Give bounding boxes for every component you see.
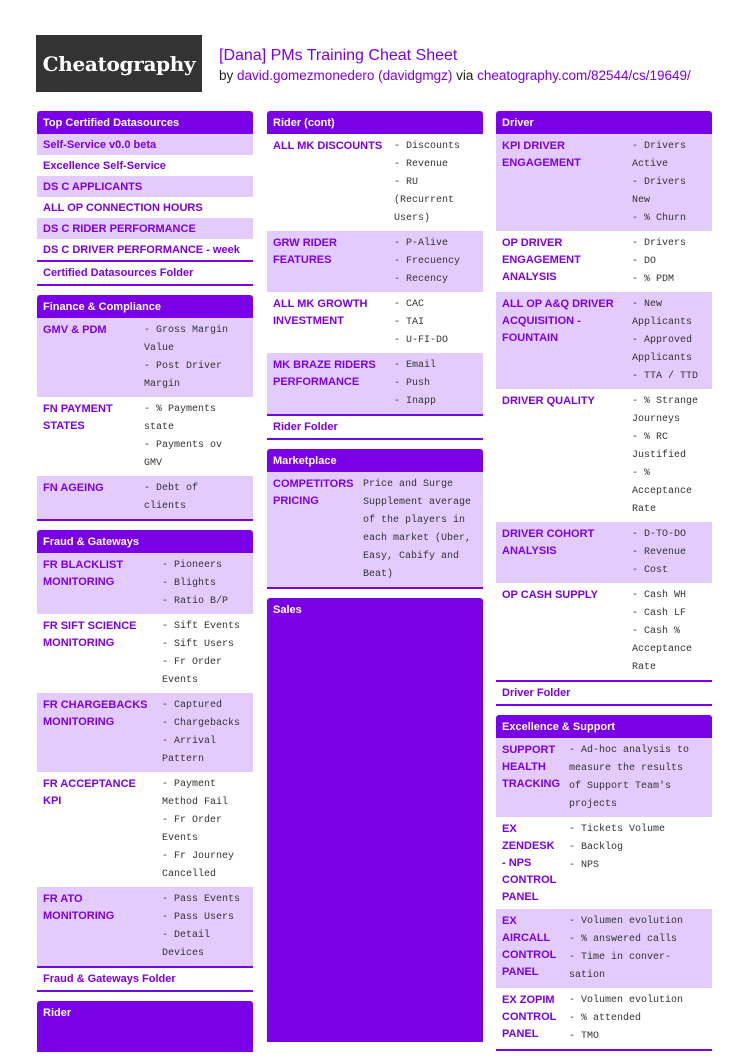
row-key: KPI DRIVER ENGAGEMENT xyxy=(502,140,581,169)
row-value: - P-Alive - Frecuency - Recency xyxy=(394,238,461,285)
table-row xyxy=(37,693,253,772)
section-sales xyxy=(267,598,483,1042)
table-row xyxy=(37,553,253,614)
datasource-item: Excellence Self-Service xyxy=(43,160,166,172)
table-row xyxy=(267,231,483,292)
row-key: ALL OP A&Q DRIVER ACQUISITION - FOUNTAIN xyxy=(502,298,614,344)
byline-via: via xyxy=(452,68,478,83)
datasource-item: Self-Service v0.0 beta xyxy=(37,134,253,155)
row-value: - Drivers - DO - % PDM xyxy=(632,238,687,285)
row-value: - Sift Events - Sift Users - Fr Order Events xyxy=(162,621,241,686)
datasource-item: DS C DRIVER PERFORMANCE - week xyxy=(43,244,240,256)
row-value: - Pioneers - Blights - Ratio B/P xyxy=(162,560,229,607)
row-value: - Gross Margin Value - Post Driver Margin xyxy=(144,325,229,390)
section-top-certified-datasources xyxy=(37,111,253,286)
row-key: ALL MK DISCOUNTS xyxy=(273,140,383,152)
row-key: DRIVER QUALITY xyxy=(502,395,595,407)
row-key: FR ATO MONITORING xyxy=(43,893,115,922)
table-row xyxy=(267,292,483,353)
table-row xyxy=(496,522,712,583)
row-value: Price and Surge Supplement average of the players in each market (Uber, Easy, Cabify and Beat) xyxy=(363,479,472,580)
row-value: - Tickets Volume - Backlog - NPS xyxy=(569,824,666,871)
row-key: FR SIFT SCIENCE MONITORING xyxy=(43,620,137,649)
row-key: OP CASH SUPPLY xyxy=(502,589,598,601)
row-key: GRW RIDER FEATURES xyxy=(273,237,337,266)
table-row xyxy=(37,318,253,397)
table-row xyxy=(496,817,712,909)
section-title: Rider (cont) xyxy=(267,111,483,134)
section-finance-compliance xyxy=(37,295,253,521)
table-row xyxy=(37,476,253,519)
datasource-item: ALL OP CONNECTION HOURS xyxy=(43,202,203,214)
row-value: - Email - Push - Inapp xyxy=(394,360,437,407)
column-right xyxy=(496,111,712,1060)
row-key: ALL MK GROWTH INVESTMENT xyxy=(273,298,368,327)
row-key: EX ZOPIM CONTROL PANEL xyxy=(502,994,557,1040)
folder-link[interactable]: Rider Folder xyxy=(267,414,483,438)
row-value: - % Payments state - Payments ov GMV xyxy=(144,404,223,469)
section-title: Excellence & Support xyxy=(496,715,712,738)
section-fraud-gateways xyxy=(37,530,253,992)
row-key: FR ACCEPTANCE KPI xyxy=(43,778,136,807)
section-title: Sales xyxy=(267,598,483,621)
row-key: EX AIRCALL CONTROL PANEL xyxy=(502,915,557,978)
section-body xyxy=(267,621,483,1042)
row-value: - CAC - TAI - U-FI-DO xyxy=(394,299,449,346)
section-body xyxy=(37,1024,253,1052)
section-title: Finance & Compliance xyxy=(37,295,253,318)
datasource-item: DS C APPLICANTS xyxy=(37,176,253,197)
row-key: DRIVER COHORT ANALYSIS xyxy=(502,528,595,557)
row-key: GMV & PDM xyxy=(43,324,107,336)
section-rider xyxy=(37,1001,253,1052)
section-marketplace xyxy=(267,449,483,589)
row-value: - Captured - Chargebacks - Arrival Pattern xyxy=(162,700,241,765)
row-key: MK BRAZE RIDERS PERFORMANCE xyxy=(273,359,376,388)
section-title: Top Certified Datasources xyxy=(37,111,253,134)
row-value: - Pass Events - Pass Users - Detail Devices xyxy=(162,894,241,959)
sheet-title[interactable]: [Dana] PMs Training Cheat Sheet xyxy=(219,47,458,64)
column-middle xyxy=(267,111,483,1042)
table-row xyxy=(496,583,712,680)
section-title: Driver xyxy=(496,111,712,134)
table-row xyxy=(37,887,253,966)
logo-text: Cheatography xyxy=(42,51,196,76)
column-left xyxy=(37,111,253,1052)
cheatography-logo[interactable] xyxy=(36,35,202,92)
byline xyxy=(219,68,691,83)
row-key: FR CHARGEBACKS MONITORING xyxy=(43,699,148,728)
table-row xyxy=(37,614,253,693)
section-title: Marketplace xyxy=(267,449,483,472)
row-value: - % Strange Journeys - % RC Justified - % Acceptance Rate xyxy=(632,396,699,515)
section-excellence-support xyxy=(496,715,712,1051)
folder-link[interactable]: Certified Datasources Folder xyxy=(37,260,253,284)
byline-by: by xyxy=(219,68,238,83)
row-value: - Discounts - Revenue - RU (Recurrent Users) xyxy=(394,141,461,224)
table-row xyxy=(496,738,712,817)
table-row xyxy=(496,909,712,988)
row-value: - Cash WH - Cash LF - Cash % Acceptance Rate xyxy=(632,590,693,673)
table-row xyxy=(496,134,712,231)
row-value: - Volumen evolution - % attended - TMO xyxy=(569,995,684,1042)
section-rider-cont xyxy=(267,111,483,440)
table-row xyxy=(267,353,483,414)
table-row xyxy=(267,134,483,231)
row-value: - Payment Method Fail - Fr Order Events - Fr Journey Cancelled xyxy=(162,779,235,880)
row-key: COMPETITORS PRICING xyxy=(273,478,354,507)
table-row xyxy=(267,472,483,587)
row-value: - Ad-hoc analysis to measure the results of Support Team's projects xyxy=(569,745,690,810)
section-title: Rider xyxy=(37,1001,253,1024)
sheet-url-link[interactable]: cheatography.com/82544/cs/19649/ xyxy=(477,68,691,83)
folder-link[interactable]: Fraud & Gateways Folder xyxy=(37,966,253,990)
table-row xyxy=(37,397,253,476)
datasource-item: DS C RIDER PERFORMANCE xyxy=(37,218,253,239)
row-value: - Volumen evolution - % answered calls - Time in conver- sation xyxy=(569,916,684,981)
row-value: - D-TO-DO - Revenue - Cost xyxy=(632,529,687,576)
row-key: EX ZENDESK - NPS CONTROL PANEL xyxy=(502,823,557,903)
section-title: Fraud & Gateways xyxy=(37,530,253,553)
row-value: - New Applicants - Approved Applicants - TTA / TTD xyxy=(632,299,699,382)
author-link[interactable]: david.gomezmonedero (davidgmgz) xyxy=(237,68,453,83)
table-row xyxy=(37,772,253,887)
table-row xyxy=(496,292,712,389)
row-key: FN AGEING xyxy=(43,482,104,494)
folder-link[interactable]: Driver Folder xyxy=(496,680,712,704)
row-key: FN PAYMENT STATES xyxy=(43,403,113,432)
table-row xyxy=(496,988,712,1049)
row-value: - Debt of clients xyxy=(144,483,199,512)
row-key: SUPPORT HEALTH TRACKING xyxy=(502,744,561,790)
row-key: FR BLACKLIST MONITORING xyxy=(43,559,124,588)
table-row xyxy=(496,231,712,292)
row-value: - Drivers Active - Drivers New - % Churn xyxy=(632,141,687,224)
row-key: OP DRIVER ENGAGEMENT ANALYSIS xyxy=(502,237,581,283)
section-driver xyxy=(496,111,712,706)
table-row xyxy=(496,389,712,522)
